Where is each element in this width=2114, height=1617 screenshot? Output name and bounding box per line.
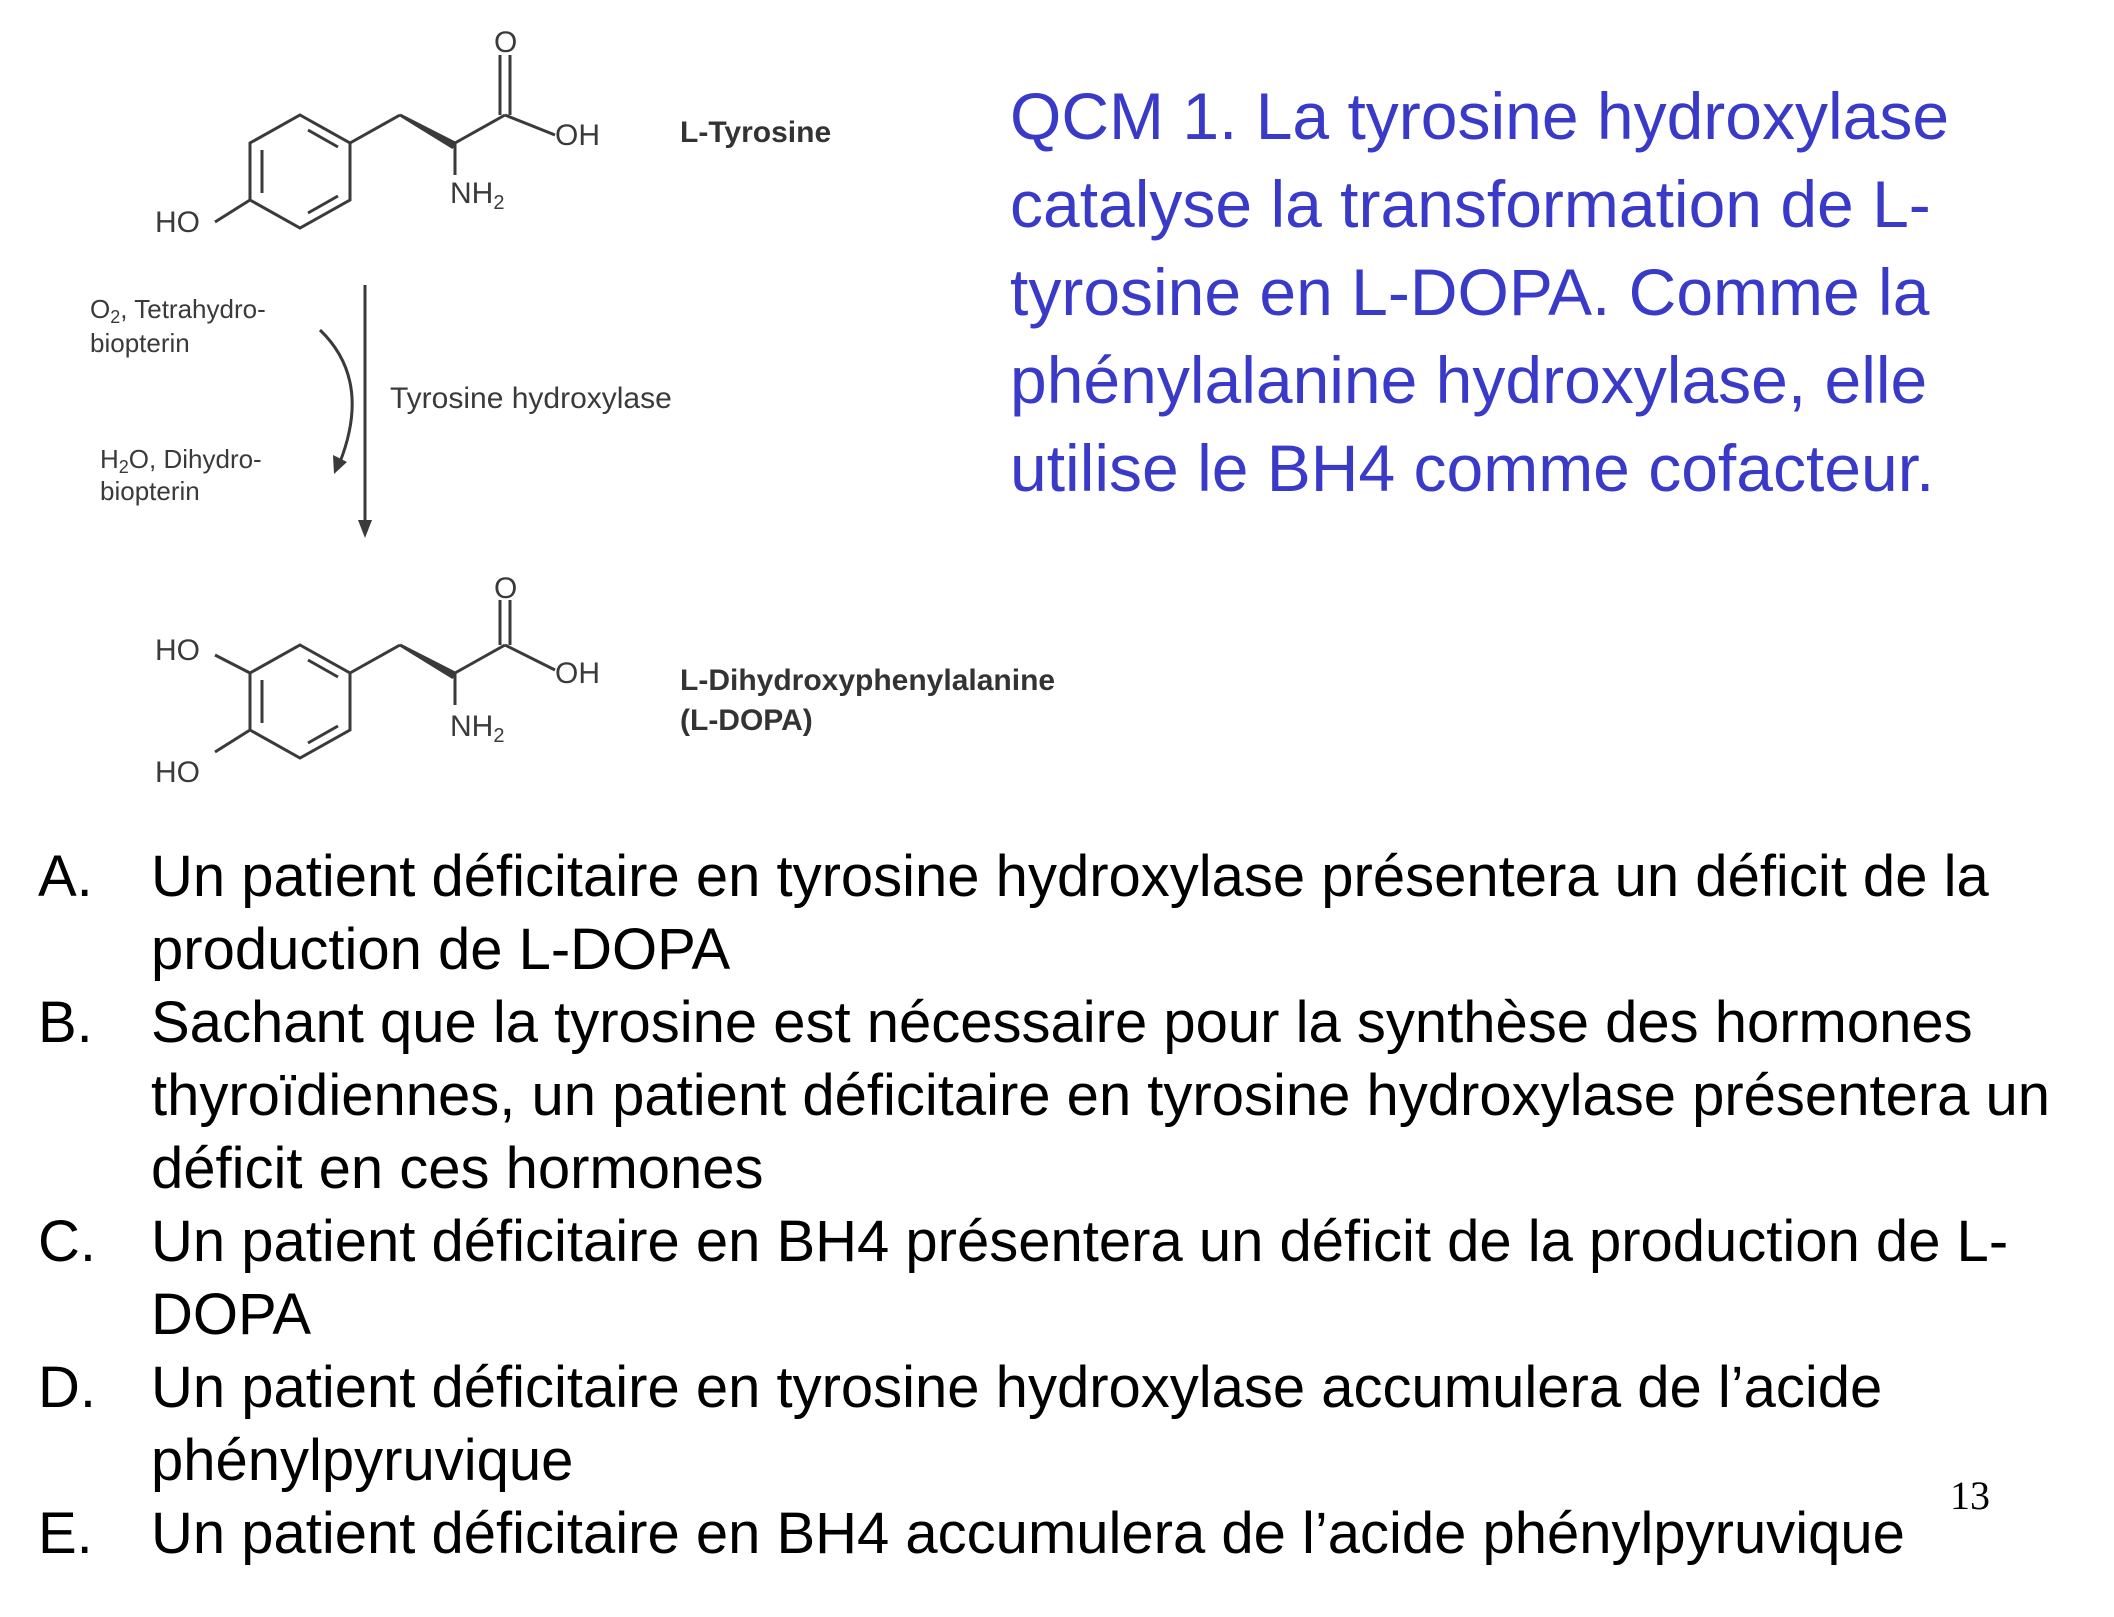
tyrosine-name: L-Tyrosine <box>680 116 832 149</box>
tyrosine-nh2-label: $NH_2$ <box>450 177 505 214</box>
option-letter: B. <box>38 990 93 1055</box>
option-letter: D. <box>38 1355 96 1420</box>
option-c <box>38 1205 2098 1351</box>
cofactor-in-label: O2, Tetrahydro- <box>90 294 266 327</box>
answer-options <box>38 840 2098 1570</box>
reaction-scheme <box>0 0 1160 800</box>
cofactor-out-label-line2: biopterin <box>100 476 200 506</box>
cofactor-out-label: H2O, Dihydro- <box>100 444 262 477</box>
ldopa-o-label: O <box>494 572 518 605</box>
cofactor-in-label-line2: biopterin <box>90 328 190 358</box>
reaction-arrow <box>320 285 372 538</box>
option-text: Un patient déficitaire en tyrosine hydroxylase présentera un déficit de la production de L-DOPA <box>151 844 1989 982</box>
page-number: 13 <box>1950 1473 1990 1518</box>
question-text: QCM 1. La tyrosine hydroxylase catalyse la transformation de L-tyrosine en L-DOPA. Comme la phénylalanine hydroxylase, elle utilise le BH4 comme cofacteur. <box>1010 79 1950 505</box>
tyrosine-oh-label: OH <box>555 119 600 152</box>
ldopa-name: L-Dihydroxyphenylalanine <box>680 664 1056 697</box>
option-text: Un patient déficitaire en tyrosine hydroxylase accumulera de l’acide phénylpyruvique <box>151 1355 1883 1493</box>
option-text: Un patient déficitaire en BH4 accumulera de l’acide phénylpyruvique <box>151 1501 1905 1566</box>
ldopa-ho-top-label: HO <box>155 634 200 667</box>
ldopa-nh2-label: $NH_2$ <box>450 710 505 747</box>
tyrosine-o-label: O <box>494 26 518 59</box>
ldopa-abbrev: (L-DOPA) <box>680 704 813 737</box>
option-letter: C. <box>38 1209 96 1274</box>
tyrosine-ho-label: HO <box>155 206 200 239</box>
option-text: Sachant que la tyrosine est nécessaire pour la synthèse des hormones thyroïdiennes, un patient déficitaire en tyrosine hydroxylase présentera un déficit en ces hormones <box>151 990 2051 1201</box>
option-text: Un patient déficitaire en BH4 présentera un déficit de la production de L-DOPA <box>151 1209 2009 1347</box>
option-letter: A. <box>38 844 93 909</box>
ldopa-ho-bottom-label: HO <box>155 756 200 789</box>
option-e <box>38 1497 2098 1570</box>
ldopa-oh-label: OH <box>555 657 600 690</box>
option-b <box>38 986 2098 1205</box>
enzyme-label: Tyrosine hydroxylase <box>390 382 672 415</box>
option-a <box>38 840 2098 986</box>
option-d <box>38 1351 2098 1497</box>
option-letter: E. <box>38 1501 93 1566</box>
